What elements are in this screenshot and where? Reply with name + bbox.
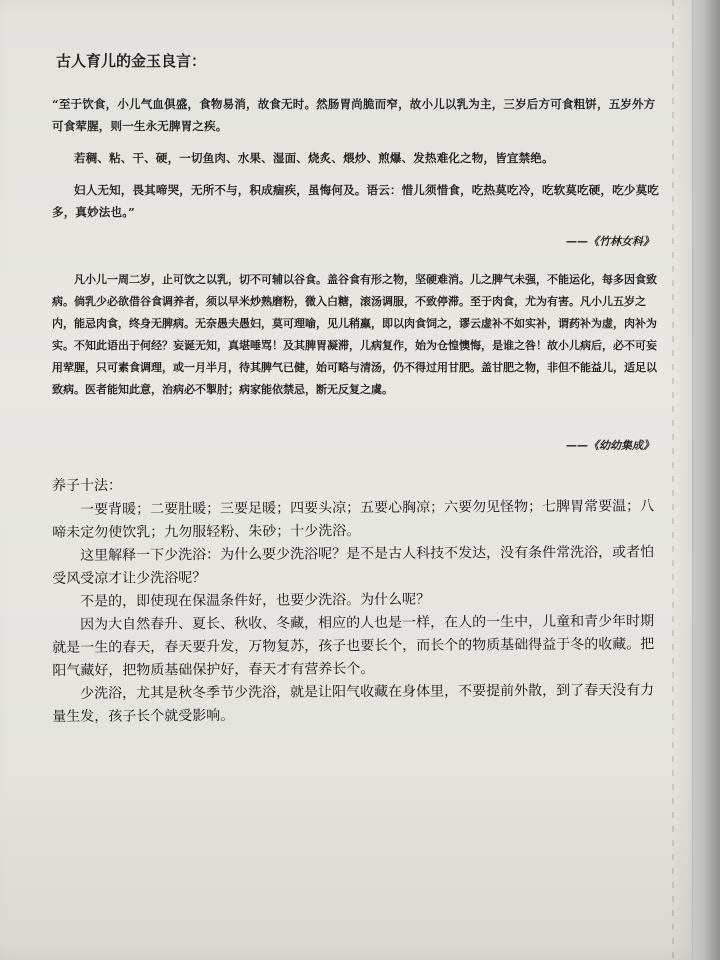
section-line-2: 这里解释一下少洗浴：为什么要少洗浴呢？是不是古人科技不发达，没有条件常洗浴，或者怕受风受凉才让少洗浴呢？ <box>52 544 655 587</box>
quote-source-zhulin: ——《竹林女科》 <box>566 235 654 248</box>
section-heading: 养子十法： <box>52 478 122 494</box>
quote-source-youyou: ——《幼幼集成》 <box>566 439 654 452</box>
quote-youyou-paragraph: 凡小儿一周二岁，止可饮之以乳，切不可辅以谷食。盖谷食有形之物，坚硬难消。儿之脾气未强，不能运化，每多因食致病。倘乳少必欲借谷食调养者，须以早米炒熟磨粉，微入白糖，滚汤调服，不致停滞。至于肉食，尤为有害。凡小儿五岁之内，能忌肉食，终身无脾病。无奈愚夫愚妇，莫可理喻，见儿稍羸，即以肉食饲之，谬云虚补不如实补，谓药补为虚，肉补为实。不知此语出于何经？妄诞无知，真堪唾骂！及其脾胃凝滞，儿病复作，始为仓惶懊悔，是谁之咎！故小儿病后，必不可妄用荤腥，只可素食调理，或一月半月，待其脾气已健，始可略与清汤，仍不得过用甘肥。盖甘肥之物，非但不能益儿，适足以致病。医者能知此意，治病必不掣肘；病家能依禁忌，断无反复之虞。 <box>52 273 657 396</box>
page-title: 古人育儿的金玉良言： <box>56 52 207 70</box>
section-line-4: 因为大自然春升、夏长、秋收、冬藏，相应的人也是一样，在人的一生中，儿童和青少年时期就是一生的春天，春天要升发，万物复苏，孩子也要长个，而长个的物质基础得益于冬的收藏。把阳气藏好，把物质基础保护好，春天才有营养长个。 <box>52 613 655 679</box>
quote-paragraph-2: 若稠、粘、干、硬，一切鱼肉、水果、湿面、烧炙、煨炒、煎爆、发热难化之物，皆宜禁绝。 <box>74 151 554 165</box>
page-content <box>52 50 662 729</box>
quote-youyou <box>52 269 662 401</box>
section-line-5: 少洗浴，尤其是秋冬季节少洗浴，就是让阳气收藏在身体里，不要提前外散，到了春天没有力量生发，孩子长个就受影响。 <box>52 682 655 725</box>
ten-methods-section <box>52 475 662 729</box>
section-line-1: 一要背暖；二要肚暖；三要足暖；四要头凉；五要心胸凉；六要勿见怪物；七脾胃常要温；八啼未定勿使饮乳；九勿服轻粉、朱砂；十少洗浴。 <box>52 498 655 541</box>
quote-paragraph-1: “至于饮食，小儿气血俱盛，食物易消，故食无时。然肠胃尚脆而窄，故小儿以乳为主，三岁后方可食粗饼，五岁外方可食荤腥，则一生永无脾胃之疾。 <box>52 97 656 133</box>
section-line-3: 不是的，即使现在保温条件好，也要少洗浴。为什么呢？ <box>80 591 431 610</box>
binding-stitches <box>672 0 674 960</box>
quote-paragraph-3: 妇人无知，畏其啼哭，无所不与，积成痼疾，虽悔何及。语云：惜儿须惜食，吃热莫吃冷，吃软莫吃硬，吃少莫吃多，真妙法也。” <box>52 183 659 219</box>
quote-zhulin <box>52 93 662 223</box>
